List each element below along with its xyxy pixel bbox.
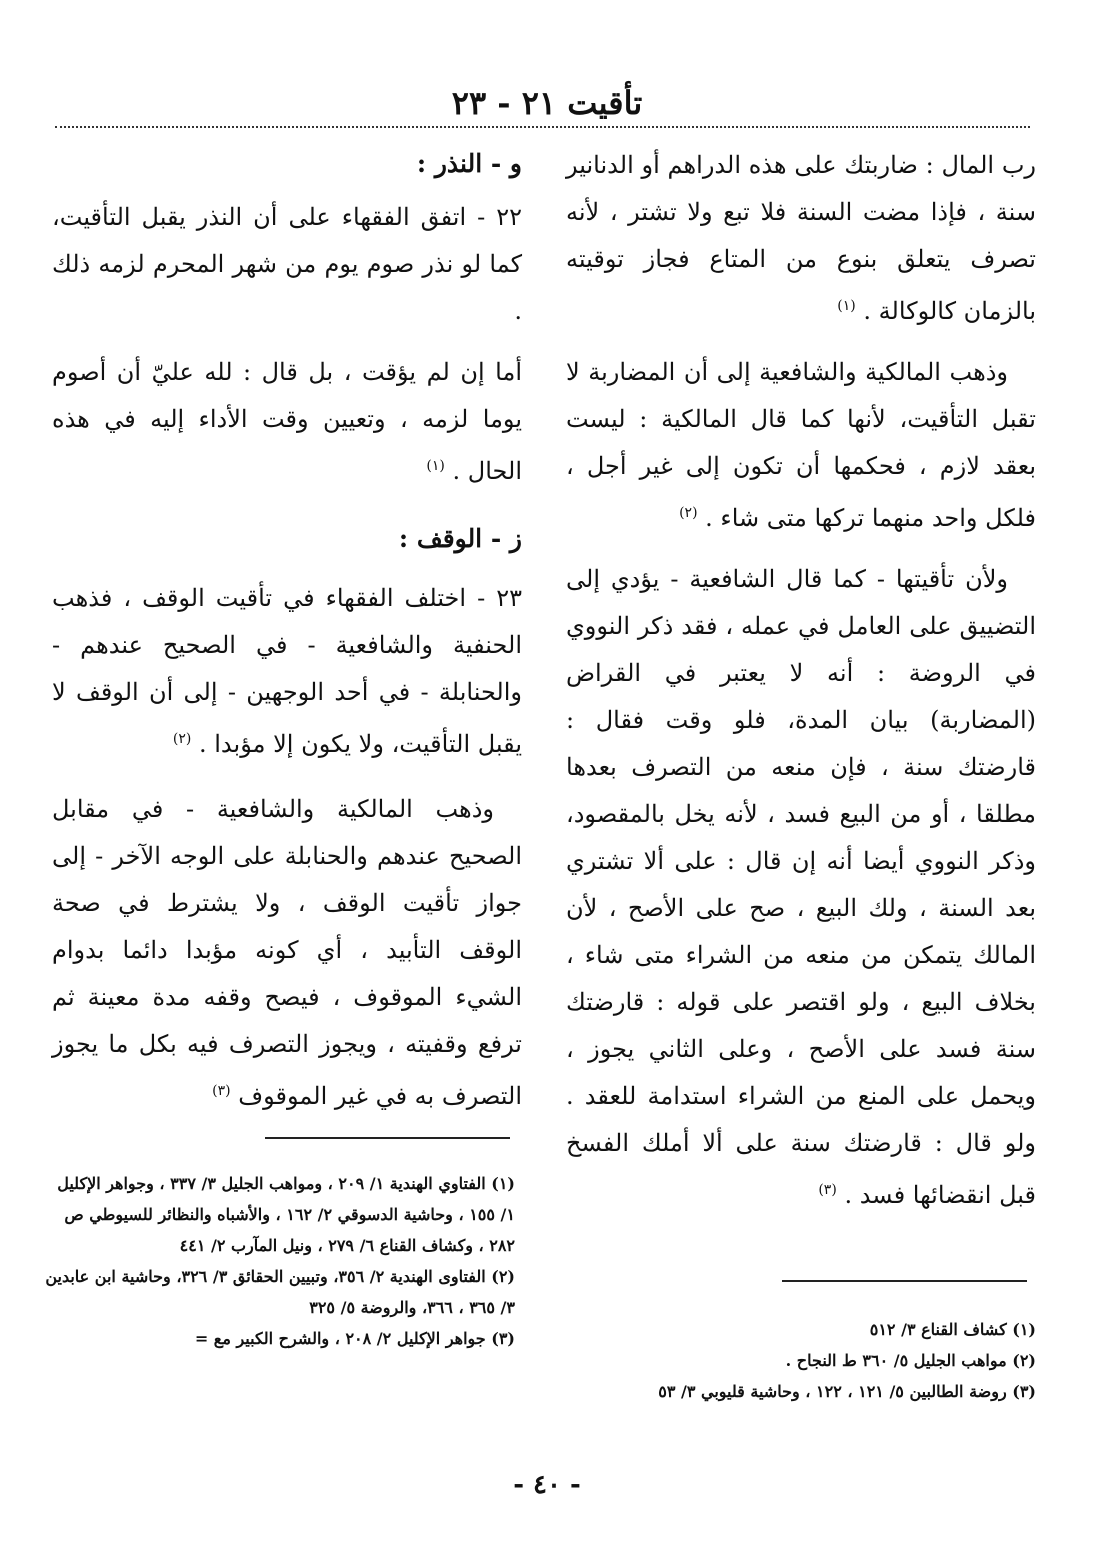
paragraph-22b: أما إن لم يؤقت ، بل قال : لله عليّ أن أصوم يوما لزمه ، وتعيين وقت الأداء إليه في هذه الحال . $^{(١)}$ [52,358,522,485]
footnote-left-1: (١) الفتاوي الهندية ١/ ٢٠٩ ، ومواهب الجليل ٣/ ٣٣٧ ، وجواهر الإكليل ١/ ١٥٥ ، وحاشية الدسوقي ٢/ ١٦٢ ، والأشباه والنظائر للسيوطي ص ٢٨٢ ، وكشاف القناع ٦/ ٢٧٩ ، ونيل المآرب ٢/ ٤٤١ [57,1174,515,1255]
right-paragraph-3: ولأن تأقيتها - كما قال الشافعية - يؤدي إلى التضييق على العامل في عمله ، فقد ذكر النووي في الروضة : أنه لا يعتبر في القراض (المضاربة) بيان المدة، فلو وقت فقال : قارضتك سنة ، فإن منعه من التصرف بعدها مطلقا ، أو من البيع فسد ، لأنه يخل بالمقصود، وذكر النووي أيضا أنه إن قال : على ألا تشتري بعد السنة ، ولك البيع ، صح على الأصح ، لأن المالك يتمكن من منعه من الشراء متى شاء ، بخلاف البيع ، ولو اقتصر على قوله : قارضتك سنة فسد على الأصح ، وعلى الثاني يجوز ، ويحمل على المنع من الشراء استدامة للعقد . ولو قال : قارضتك سنة على ألا أملك الفسخ قبل انقضائها فسد . $^{(٣)}$ [566,565,1036,1209]
left-footnotes [40,1168,515,1354]
right-footnote-rule [782,1280,1027,1282]
page-header-title: تأقيت ٢١ - ٢٣ [451,84,643,122]
footnote-left-3: (٣) جواهر الإكليل ٢/ ٢٠٨ ، والشرح الكبير مع = [194,1329,515,1348]
footnote-right-2: (٢) مواهب الجليل ٥/ ٣٦٠ ط النجاح . [785,1351,1036,1370]
left-footnote-rule [265,1137,510,1139]
footnote-right-3: (٣) روضة الطالبين ٥/ ١٢١ ، ١٢٢ ، وحاشية قليوبي ٣/ ٥٣ [658,1382,1036,1401]
right-paragraph-1: رب المال : ضاربتك على هذه الدراهم أو الدنانير سنة ، فإذا مضت السنة فلا تبع ولا تشتر ، لأنه تصرف يتعلق بنوع من المتاع فجاز توقيته بالزمان كالوكالة . $^{(١)}$ [566,151,1036,325]
paragraph-23b: وذهب المالكية والشافعية - في مقابل الصحيح عندهم والحنابلة على الوجه الآخر - إلى جواز تأقيت الوقف ، ولا يشترط في صحة الوقف التأبيد ، أي كونه مؤبدا دائما بدوام الشيء الموقوف ، فيصح وقفه مدة معينة ثم ترفع وقفيته ، ويجوز التصرف فيه بكل ما يجوز التصرف به في غير الموقوف $^{(٣)}$ [52,795,522,1110]
paragraph-23: ٢٣ - اختلف الفقهاء في تأقيت الوقف ، فذهب الحنفية والشافعية - في الصحيح عندهم - والحنابلة - في أحد الوجهين - إلى أن الوقف لا يقبل التأقيت، ولا يكون إلا مؤبدا . $^{(٢)}$ [52,584,522,758]
page-number: - ٤٠ - [513,1470,581,1500]
footnote-left-2: (٢) الفتاوى الهندية ٢/ ٣٥٦، وتبيين الحقائق ٣/ ٣٢٦، وحاشية ابن عابدين ٣/ ٣٦٥ ، ٣٦٦، والروضة ٥/ ٣٢٥ [45,1267,515,1317]
header-dotted-rule [55,126,1030,128]
right-column [566,142,1036,1233]
left-column [52,142,522,1134]
heading-nadhr: و - النذر : [416,149,522,178]
heading-waqf: ز - الوقف : [398,524,522,553]
right-paragraph-2: وذهب المالكية والشافعية إلى أن المضاربة لا تقبل التأقيت، لأنها كما قال المالكية : ليست بعقد لازم ، فحكمها أن تكون إلى غير أجل ، فلكل واحد منهما تركها متى شاء . $^{(٢)}$ [566,358,1036,532]
right-footnotes [561,1314,1036,1407]
footnote-right-1: (١) كشاف القناع ٣/ ٥١٢ [869,1320,1036,1339]
paragraph-22: ٢٢ - اتفق الفقهاء على أن النذر يقبل التأقيت، كما لو نذر صوم يوم من شهر المحرم لزمه ذلك . [52,203,522,325]
